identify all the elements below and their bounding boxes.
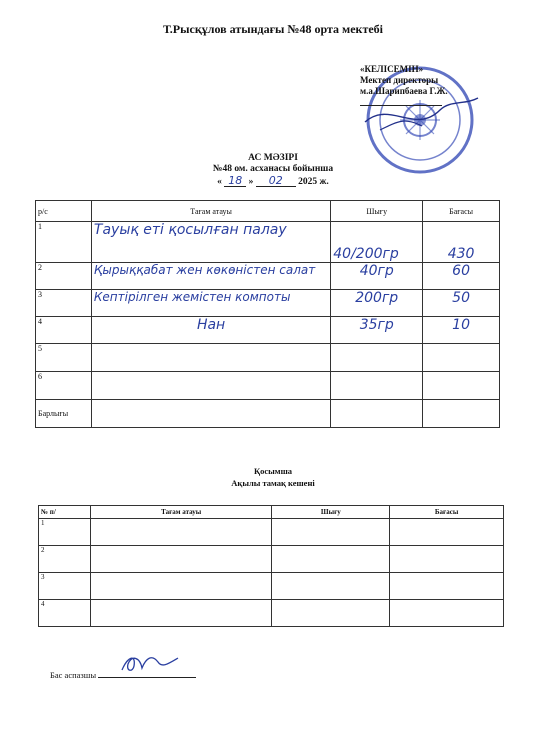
col-header: Шығу [331, 201, 423, 222]
cook-signature [118, 648, 188, 678]
menu-table [35, 200, 500, 428]
dish-name: Нан [91, 317, 330, 344]
dish-price: 50 [423, 290, 500, 317]
dish-price [423, 344, 500, 372]
school-title: Т.Рысқұлов атындағы №48 орта мектебі [163, 22, 383, 36]
row-number: 3 [39, 573, 91, 600]
table-header-row [36, 201, 500, 222]
col-header: р/с [36, 201, 92, 222]
table-row [39, 573, 504, 600]
dish-yield: 35гр [331, 317, 423, 344]
row-number: 6 [36, 372, 92, 400]
col-header: Шығу [272, 506, 390, 519]
date-day: 18 [224, 175, 246, 187]
dish-name: Тауық еті қосылған палау [91, 222, 330, 263]
menu-subtitle: №48 ом. асханасы бойынша [212, 164, 334, 174]
dish-name [91, 344, 330, 372]
dish-yield [331, 344, 423, 372]
approval-block [360, 64, 448, 106]
dish-yield: 40гр [331, 263, 423, 290]
col-header: № п/ [39, 506, 91, 519]
col-header: Тағам атауы [90, 506, 272, 519]
table-row [36, 222, 500, 263]
row-number: 1 [36, 222, 92, 263]
supplement-title: Қосымша [253, 466, 293, 476]
approval-name: м.а.Шарипбаева Г.Ж. [360, 86, 448, 96]
supplement-subtitle: Ақылы тамақ кешені [231, 478, 315, 488]
approval-position: Мектеп директоры [360, 75, 439, 85]
dish-yield [331, 372, 423, 400]
row-number: 5 [36, 344, 92, 372]
dish-yield: 200гр [331, 290, 423, 317]
table-row [39, 600, 504, 627]
dish-price: 430 [423, 222, 500, 263]
dish-name: Қырыққабат жен көкөністен салат [91, 263, 330, 290]
menu-header [0, 153, 546, 188]
row-number: 4 [39, 600, 91, 627]
table-row [36, 317, 500, 344]
row-number: 4 [36, 317, 92, 344]
table-row [39, 546, 504, 573]
menu-date: « 18 » 02 2025 ж. [217, 174, 329, 187]
signature-line [360, 99, 442, 106]
table-row [39, 519, 504, 546]
supplement-header [0, 465, 546, 489]
dish-yield: 40/200гр [331, 222, 423, 263]
table-row [36, 344, 500, 372]
total-row [36, 400, 500, 428]
dish-price: 60 [423, 263, 500, 290]
table-row [36, 372, 500, 400]
dish-price: 10 [423, 317, 500, 344]
table-header-row [39, 506, 504, 519]
row-number: 3 [36, 290, 92, 317]
col-header: Бағасы [390, 506, 504, 519]
cook-label: Бас аспазшы [50, 670, 97, 680]
row-number: 2 [39, 546, 91, 573]
dish-name [91, 372, 330, 400]
table-row [36, 263, 500, 290]
total-label: Барлығы [36, 400, 92, 428]
dish-name: Кептірілген жемістен компоты [91, 290, 330, 317]
dish-price [423, 372, 500, 400]
row-number: 1 [39, 519, 91, 546]
supplement-table [38, 505, 504, 627]
col-header: Тағам атауы [91, 201, 330, 222]
col-header: Бағасы [423, 201, 500, 222]
table-row [36, 290, 500, 317]
row-number: 2 [36, 263, 92, 290]
menu-title: АС МӘЗІРІ [248, 153, 298, 163]
date-month: 02 [256, 175, 296, 187]
approval-title: «КЕЛІСЕМІН» [360, 64, 424, 74]
date-year: 2025 ж. [298, 177, 329, 187]
